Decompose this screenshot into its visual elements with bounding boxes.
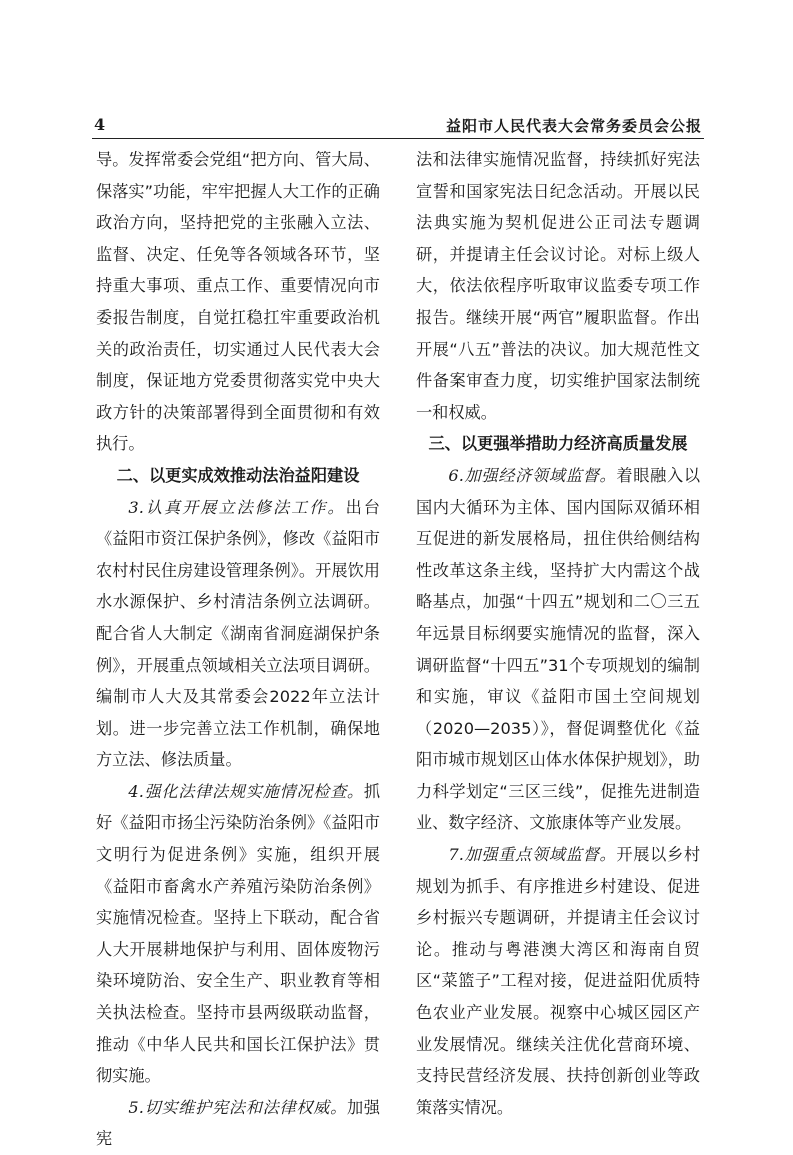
paragraph-item-6 <box>416 460 700 839</box>
left-column <box>96 144 380 1155</box>
item-7-body: 开展以乡村规划为抓手、有序推进乡村建设、促进乡村振兴专题调研，并提请主任会议讨论。推动与粤港澳大湾区和海南自贸区“菜篮子”工程对接，促进益阳优质特色农业产业发展。视察中心城区园区产业发展情况。继续关注优化营商环境、支持民营经济发展、扶持创新创业等政策落实情况。 <box>416 845 701 1117</box>
item-7-lead: 7.加强重点领域监督。 <box>448 845 617 865</box>
journal-title: 益阳市人民代表大会常务委员会公报 <box>445 117 702 135</box>
right-column <box>416 144 700 1123</box>
section-heading-2: 二、以更实成效推动法治益阳建设 <box>116 465 360 485</box>
paragraph-item-5 <box>96 1092 380 1155</box>
item-3-body: 出台《益阳市资江保护条例》，修改《益阳市农村村民住房建设管理条例》。开展饮用水水源保护、乡村清洁条例立法调研。配合省人大制定《湖南省洞庭湖保护条例》，开展重点领域相关立法项目调研。编制市人大及其常委会2022年立法计划。进一步完善立法工作机制，确保地方立法、修法质量。 <box>96 497 380 770</box>
paragraph-item-3 <box>96 492 380 776</box>
item-5-body: 加强宪 <box>96 1097 380 1149</box>
section-heading-3: 三、以更强举措助力经济高质量发展 <box>428 434 688 454</box>
item-3-lead: 3.认真开展立法修法工作。 <box>128 497 346 517</box>
item-6-lead: 6.加强经济领域监督。 <box>448 465 617 485</box>
paragraph-item-7 <box>416 839 700 1123</box>
paragraph-item-5-continued: 法和法律实施情况监督，持续抓好宪法宣誓和国家宪法日纪念活动。开展以民法典实施为契机促进公正司法专题调研，并提请主任会议讨论。对标上级人大，依法依程序听取审议监委专项工作报告。继续开展“两官”履职监督。作出开展“八五”普法的决议。加大规范性文件备案审查力度，切实维护国家法制统一和权威。 <box>416 150 700 422</box>
paragraph-continued: 导。发挥常委会党组“把方向、管大局、保落实”功能，牢牢把握人大工作的正确政治方向，坚持把党的主张融入立法、监督、决定、任免等各领域各环节，坚持重大事项、重点工作、重要情况向市委报告制度，自觉扛稳扛牢重要政治机关的政治责任，切实通过人民代表大会制度，保证地方党委贯彻落实党中央大政方针的决策部署得到全面贯彻和有效执行。 <box>96 150 380 454</box>
page-number: 4 <box>94 115 106 134</box>
item-5-lead: 5.切实维护宪法和法律权威。 <box>128 1097 347 1117</box>
item-6-body: 着眼融入以国内大循环为主体、国内国际双循环相互促进的新发展格局，扭住供给侧结构性改革这条主线，坚持扩大内需这个战略基点，加强“十四五”规划和二〇三五年远景目标纲要实施情况的监督，深入调研监督“十四五”31个专项规划的编制和实施，审议《益阳市国土空间规划（2020—2035）》，督促调整优化《益阳市城市规划区山体水体保护规划》，助力科学划定“三区三线”，促推先进制造业、数字经济、文旅康体等产业发展。 <box>416 465 701 833</box>
item-4-body: 抓好《益阳市扬尘污染防治条例》《益阳市文明行为促进条例》实施，组织开展《益阳市畜禽水产养殖污染防治条例》实施情况检查。坚持上下联动，配合省人大开展耕地保护与利用、固体废物污染环境防治、安全生产、职业教育等相关执法检查。坚持市县两级联动监督，推动《中华人民共和国长江保护法》贯彻实施。 <box>96 781 380 1086</box>
page-header <box>92 112 704 139</box>
paragraph-item-4 <box>96 776 380 1092</box>
item-4-lead: 4.强化法律法规实施情况检查。 <box>128 781 364 801</box>
